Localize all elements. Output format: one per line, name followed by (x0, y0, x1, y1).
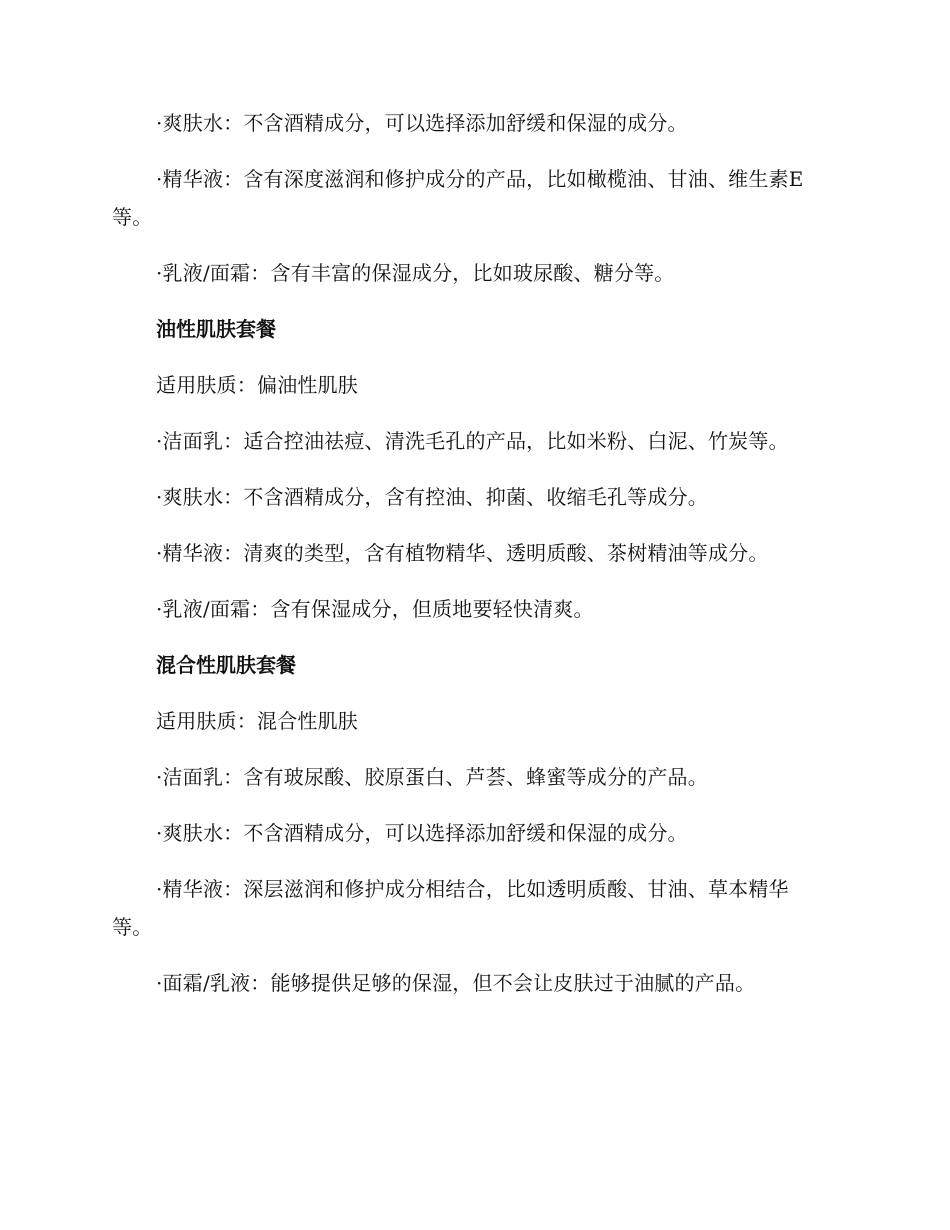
paragraph-toner-dry: ·爽肤水：不含酒精成分，可以选择添加舒缓和保湿的成分。 (156, 111, 688, 135)
paragraph-skin-type-combination: 适用肤质：混合性肌肤 (156, 709, 358, 733)
paragraph-cream-combination: ·面霜/乳液：能够提供足够的保湿，但不会让皮肤过于油腻的产品。 (156, 971, 756, 995)
section-heading-combination: 混合性肌肤套餐 (156, 653, 296, 677)
paragraph-skin-type-oily: 适用肤质：偏油性肌肤 (156, 373, 358, 397)
paragraph-toner-oily: ·爽肤水：不含酒精成分，含有控油、抑菌、收缩毛孔等成分。 (156, 485, 708, 509)
document-page (112, 104, 826, 1020)
paragraph-toner-combination: ·爽肤水：不含酒精成分，可以选择添加舒缓和保湿的成分。 (156, 821, 688, 845)
paragraph-serum-oily: ·精华液：清爽的类型，含有植物精华、透明质酸、茶树精油等成分。 (156, 541, 769, 565)
paragraph-cleanser-combination: ·洁面乳：含有玻尿酸、胶原蛋白、芦荟、蜂蜜等成分的产品。 (156, 765, 708, 789)
section-heading-oily: 油性肌肤套餐 (156, 317, 276, 341)
paragraph-serum-dry: ·精华液：含有深度滋润和修护成分的产品，比如橄榄油、甘油、维生素E等。 (112, 167, 804, 229)
paragraph-lotion-dry: ·乳液/面霜：含有丰富的保湿成分，比如玻尿酸、糖分等。 (156, 261, 675, 285)
paragraph-lotion-oily: ·乳液/面霜：含有保湿成分，但质地要轻快清爽。 (156, 597, 594, 621)
paragraph-serum-combination: ·精华液：深层滋润和修护成分相结合，比如透明质酸、甘油、草本精华等。 (112, 877, 789, 939)
paragraph-cleanser-oily: ·洁面乳：适合控油祛痘、清洗毛孔的产品，比如米粉、白泥、竹炭等。 (156, 429, 789, 453)
